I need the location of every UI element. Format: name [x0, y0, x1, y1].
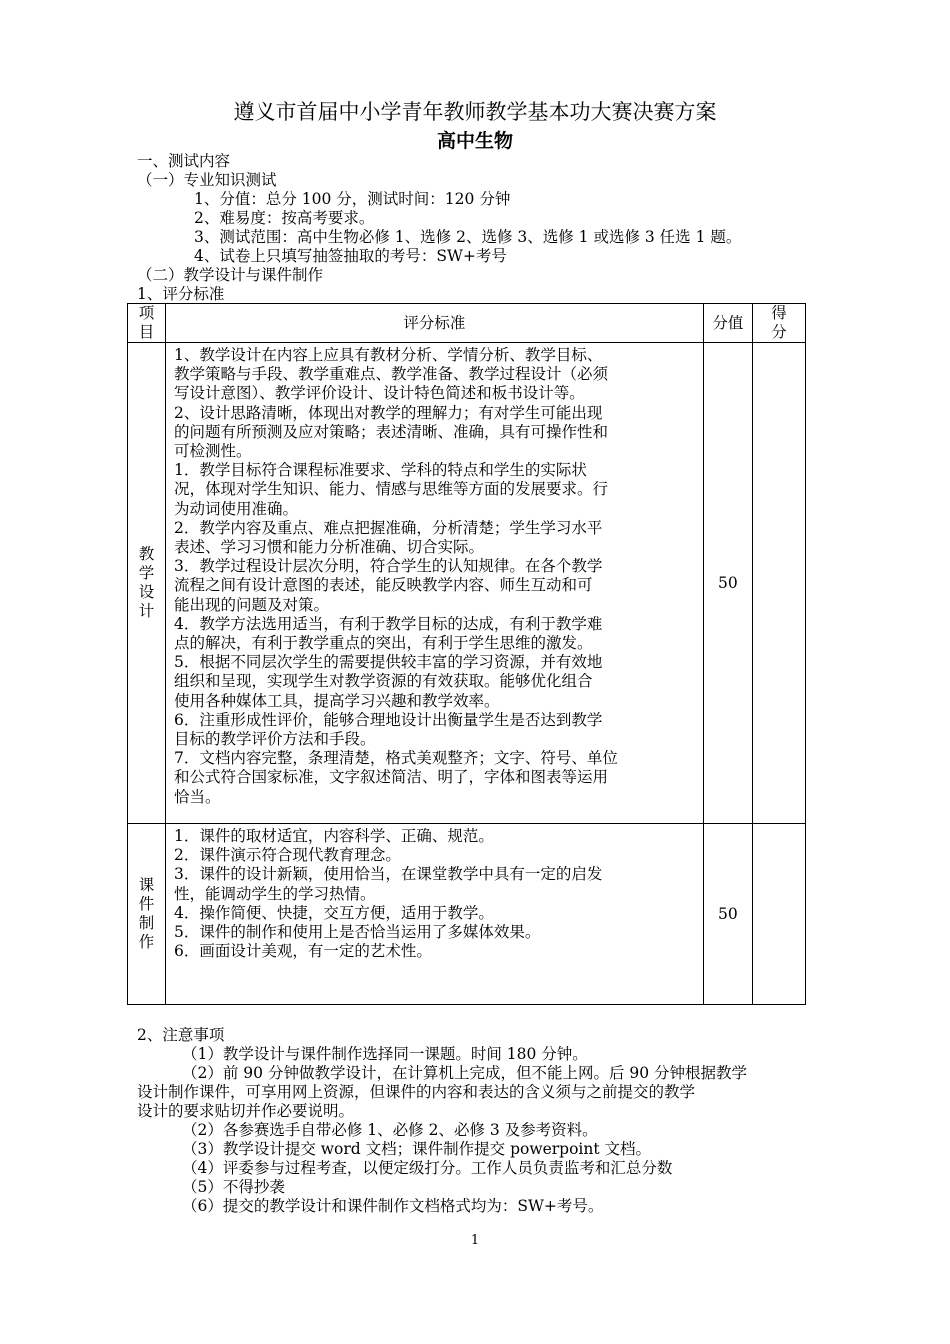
- note-line-2: （2）前 90 分钟做教学设计，在计算机上完成，但不能上网。后 90 分钟根据教学: [182, 1064, 748, 1082]
- header-value: 分值: [703, 304, 752, 343]
- knowledge-item-4: 4、试卷上只填写抽签抽取的考号：SW+考号: [194, 247, 507, 265]
- note-line-7: （4）评委参与过程考查，以便定级打分。工作人员负责监考和汇总分数: [182, 1159, 673, 1177]
- row-score-courseware: [752, 824, 805, 1005]
- section-heading-test-content: 一、测试内容: [137, 152, 231, 170]
- scoring-table-header: [128, 304, 806, 343]
- note-line-8: （5）不得抄袭: [182, 1178, 285, 1196]
- subsection-knowledge-test: （一）专业知识测试: [137, 171, 277, 189]
- note-line-5: （2）各参赛选手自带必修 1、必修 2、必修 3 及参考资料。: [182, 1121, 598, 1139]
- row-value-courseware: 50: [703, 824, 752, 1005]
- row-criteria-courseware: 1．课件的取材适宜，内容科学、正确、规范。 2．课件演示符合现代教育理念。 3．课件的设计新颖，使用恰当，在课堂教学中具有一定的启发 性，能调动学生的学习热情。 4．操作简便、快捷，交互方便，适用于教学。 5．课件的制作和使用上是否恰当运用了多媒体效果。 6．画面设计美观，有一定的艺术性。: [166, 824, 704, 1005]
- note-line-6: （3）教学设计提交 word 文档；课件制作提交 powerpoint 文档。: [182, 1140, 652, 1158]
- notes-heading: 2、注意事项: [137, 1026, 225, 1044]
- criteria-heading: 1、评分标准: [137, 285, 225, 303]
- document-subtitle: 高中生物: [436, 130, 513, 152]
- header-standard: 评分标准: [166, 304, 704, 343]
- document-title: 遵义市首届中小学青年教师教学基本功大赛决赛方案: [233, 100, 717, 124]
- subsection-design-courseware: （二）教学设计与课件制作: [137, 266, 324, 284]
- page-number: 1: [470, 1233, 480, 1248]
- note-line-1: （1）教学设计与课件制作选择同一课题。时间 180 分钟。: [182, 1045, 588, 1063]
- knowledge-item-2: 2、难易度：按高考要求。: [194, 209, 375, 227]
- knowledge-item-3: 3、测试范围：高中生物必修 1、选修 2、选修 3、选修 1 或选修 3 任选 1 题。: [194, 228, 742, 246]
- row-item-teaching-design: 教 学 设 计: [128, 343, 166, 824]
- header-score: 得 分: [752, 304, 805, 343]
- note-line-3: 设计制作课件，可享用网上资源，但课件的内容和表达的含义须与之前提交的教学: [137, 1083, 696, 1101]
- row-score-teaching-design: [752, 343, 805, 824]
- row-value-teaching-design: 50: [703, 343, 752, 824]
- row-criteria-teaching-design: 1、教学设计在内容上应具有教材分析、学情分析、教学目标、 教学策略与手段、教学重难点、教学准备、教学过程设计（必须 写设计意图）、教学评价设计、设计特色简述和板书设计等。 2、设计思路清晰，体现出对教学的理解力；有对学生可能出现 的问题有所预测及应对策略；表述清晰、准确，具有可操作性和 可检测性。 1．教学目标符合课程标准要求、学科的特点和学生的实际状 况，体现对学生知识、能力、情感与思维等方面的发展要求。行 为动词使用准确。 2．教学内容及重点、难点把握准确，分析清楚；学生学习水平 表述、学习习惯和能力分析准确、切合实际。 3．教学过程设计层次分明，符合学生的认知规律。在各个教学 流程之间有设计意图的表述，能反映教学内容、师生互动和可 能出现的问题及对策。 4．教学方法选用适当，有利于教学目标的达成，有利于教学难 点的解决，有利于教学重点的突出，有利于学生思维的激发。 5．根据不同层次学生的需要提供较丰富的学习资源，并有效地 组织和呈现，实现学生对教学资源的有效获取。能够优化组合 使用各种媒体工具，提高学习兴趣和教学效率。 6．注重形成性评价，能够合理地设计出衡量学生是否达到教学 目标的教学评价方法和手段。 7．文档内容完整，条理清楚，格式美观整齐；文字、符号、单位 和公式符合国家标准，文字叙述简洁、明了，字体和图表等运用 恰当。: [166, 343, 704, 824]
- table-row-teaching-design: [128, 343, 806, 824]
- row-item-courseware: 课 件 制 作: [128, 824, 166, 1005]
- scoring-table: [127, 303, 806, 1005]
- note-line-4: 设计的要求贴切并作必要说明。: [137, 1102, 355, 1120]
- knowledge-item-1: 1、分值：总分 100 分，测试时间：120 分钟: [194, 190, 511, 208]
- header-item: 项 目: [128, 304, 166, 343]
- note-line-9: （6）提交的教学设计和课件制作文档格式均为：SW+考号。: [182, 1197, 604, 1215]
- table-row-courseware: [128, 824, 806, 1005]
